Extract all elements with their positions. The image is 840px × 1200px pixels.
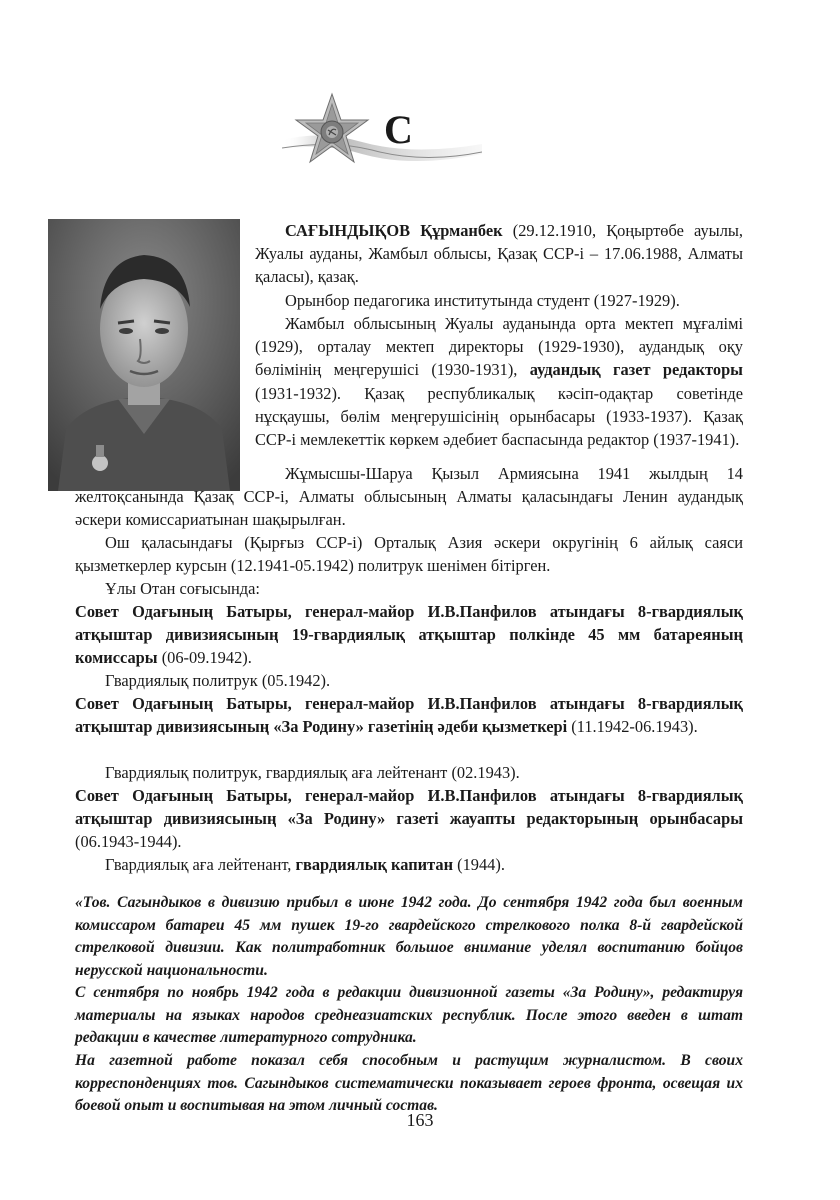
rank-3-bold: гвардиялық капитан xyxy=(295,855,454,874)
post-2 xyxy=(75,692,743,738)
bio-intro xyxy=(255,219,743,289)
post-3-title: Совет Одағының Батыры, генерал-майор И.В.Панфилов атындағы 8-гвардиялық атқыштар дивизиясының «За Родину» газеті жауапты редакторының орынбасары xyxy=(75,786,743,829)
post-1 xyxy=(75,600,743,670)
section-letter: С xyxy=(384,107,413,152)
page-number: 163 xyxy=(406,1110,434,1130)
rank-3-dates: (1944). xyxy=(457,855,505,874)
quote-paragraph-2: С сентября по ноябрь 1942 года в редакции дивизионной газеты «За Родину», редактируя материалы на языках народов среднеазиатских республик. После этого введен в штат редакции в качестве литературного сотрудника. xyxy=(75,984,743,1047)
war-intro: Ұлы Отан соғысында: xyxy=(105,579,260,598)
rank-3 xyxy=(105,853,743,876)
rank-3-plain: Гвардиялық аға лейтенант, xyxy=(105,855,292,874)
career-text-1: Жамбыл облысының Жуалы ауданында орта мектеп мұғалімі (1929), орталау мектеп директоры (1929-1930), аудандық оқу бөлімінің меңгерушісі (1930-1931), xyxy=(255,314,743,380)
career-bold: аудандық газет редакторы xyxy=(529,360,743,380)
rank-2: Гвардиялық политрук, гвардиялық аға лейтенант (02.1943). xyxy=(105,763,520,782)
portrait-photo xyxy=(48,219,240,491)
post-3 xyxy=(75,784,743,854)
post-2-title: Совет Одағының Батыры, генерал-майор И.В.Панфилов атындағы 8-гвардиялық атқыштар дивизиясының «За Родину» газетінің әдеби қызметкері xyxy=(75,694,743,737)
order-of-patriotic-war-star-icon xyxy=(282,92,482,172)
post-3-dates: (06.1943-1944). xyxy=(75,832,182,852)
rank-1: Гвардиялық политрук (05.1942). xyxy=(105,671,331,690)
army-paragraph: Жұмысшы-Шаруа Қызыл Армиясына 1941 жылдың 14 желтоқсанында Қазақ ССР-і, Алматы облысының Алматы қаласындағы Ленин аудандық әскери комиссариатынан шақырылған. xyxy=(75,464,743,530)
quote-paragraph-3: На газетной работе показал себя способным и растущим журналистом. В своих корреспонденциях тов. Сагындыков систематически показывает героев фронта, освещая их боевой опыт и воспитывая на этом личный состав. xyxy=(75,1052,743,1115)
post-1-title: Совет Одағының Батыры, генерал-майор И.В.Панфилов атындағы 8-гвардиялық атқыштар дивизиясының 19-гвардиялық атқыштар полкінде 45 мм батареяның комиссары xyxy=(75,602,743,668)
post-1-dates: (06-09.1942). xyxy=(161,648,252,668)
career-text-2: (1931-1932). Қазақ республикалық кәсіп-одақтар советінде нұсқаушы, бөлім меңгерушісінің орынбасары (1933-1937). Қазақ ССР-і мемлекеттік көркем әдебиет баспасында редактор (1937-1941). xyxy=(255,383,743,450)
birth-death-info: (29.12.1910, Қоңыртөбе ауылы, Жуалы ауданы, Жамбыл облысы, Қазақ ССР-і – 17.06.1988, Алматы қаласы), қазақ. xyxy=(255,221,743,287)
career-paragraph xyxy=(255,312,743,451)
education-paragraph: Орынбор педагогика институтында студент (1927-1929). xyxy=(285,291,680,310)
quote-paragraph-1: «Тов. Сагындыков в дивизию прибыл в июне 1942 года. До сентября 1942 года был военным комиссаром батареи 45 мм пушек 19-го гвардейского стрелкового полка 8-й гвардейской стрелковой дивизии. Как политработник большое внимание уделял воспитанию бойцов нерусской национальности. xyxy=(75,894,743,979)
post-2-dates: (11.1942-06.1943). xyxy=(571,717,698,737)
person-name: САҒЫНДЫҚОВ Құрманбек xyxy=(285,221,503,240)
osh-paragraph: Ош қаласындағы (Қырғыз ССР-і) Орталық Азия әскери округінің 6 айлық саяси қызметкерлер курсын (12.1941-05.1942) политрук шенімен бітірген. xyxy=(75,533,743,576)
